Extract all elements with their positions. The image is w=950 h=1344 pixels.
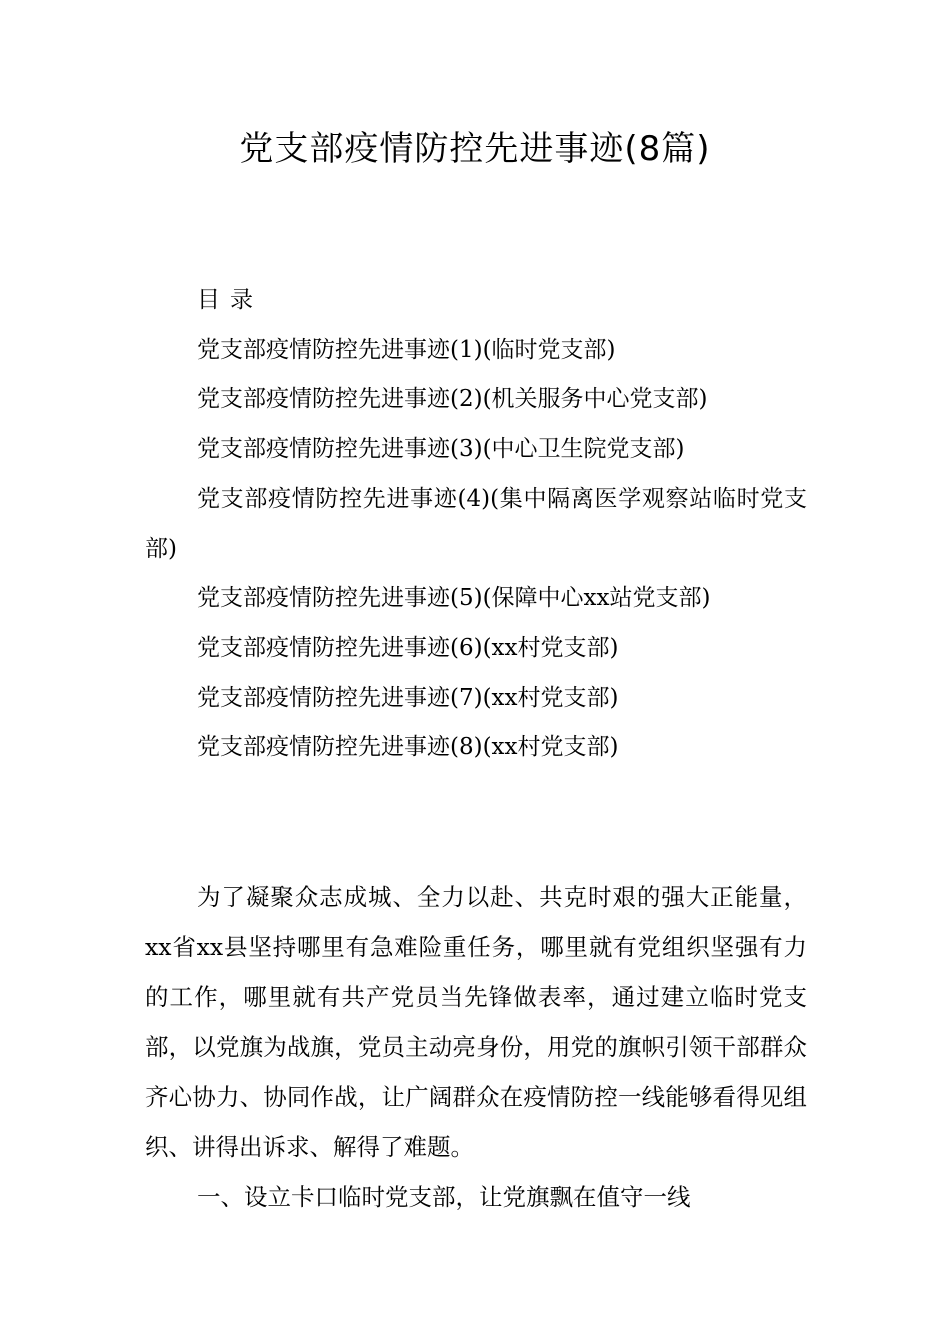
toc-item: 党支部疫情防控先进事迹(3)(中心卫生院党支部) [197, 436, 685, 463]
toc-heading: 目录 [197, 287, 263, 313]
toc-item: 党支部疫情防控先进事迹(7)(xx村党支部) [197, 684, 619, 711]
toc-item: 党支部疫情防控先进事迹(4)(集中隔离医学观察站临时党支部) [145, 485, 807, 562]
document-title: 党支部疫情防控先进事迹(8篇) [239, 129, 711, 169]
toc-item: 党支部疫情防控先进事迹(5)(保障中心xx站党支部) [197, 585, 711, 612]
toc-item: 党支部疫情防控先进事迹(6)(xx村党支部) [197, 634, 619, 661]
body-paragraph: 为了凝聚众志成城、全力以赴、共克时艰的强大正能量，xx省xx县坚持哪里有急难险重任务，哪里就有党组织坚强有力的工作，哪里就有共产党员当先锋做表率，通过建立临时党支部，以党旗为战旗，党员主动亮身份，用党的旗帜引领干部群众齐心协力、协同作战，让广阔群众在疫情防控一线能够看得见组织、讲得出诉求、解得了难题。 [145, 883, 807, 1161]
section-heading: 一、设立卡口临时党支部，让党旗飘在值守一线 [197, 1183, 691, 1211]
document-body [145, 872, 807, 1222]
toc-item: 党支部疫情防控先进事迹(1)(临时党支部) [197, 336, 616, 363]
toc-item: 党支部疫情防控先进事迹(8)(xx村党支部) [197, 734, 619, 761]
toc-item: 党支部疫情防控先进事迹(2)(机关服务中心党支部) [197, 386, 708, 413]
table-of-contents [145, 276, 807, 773]
